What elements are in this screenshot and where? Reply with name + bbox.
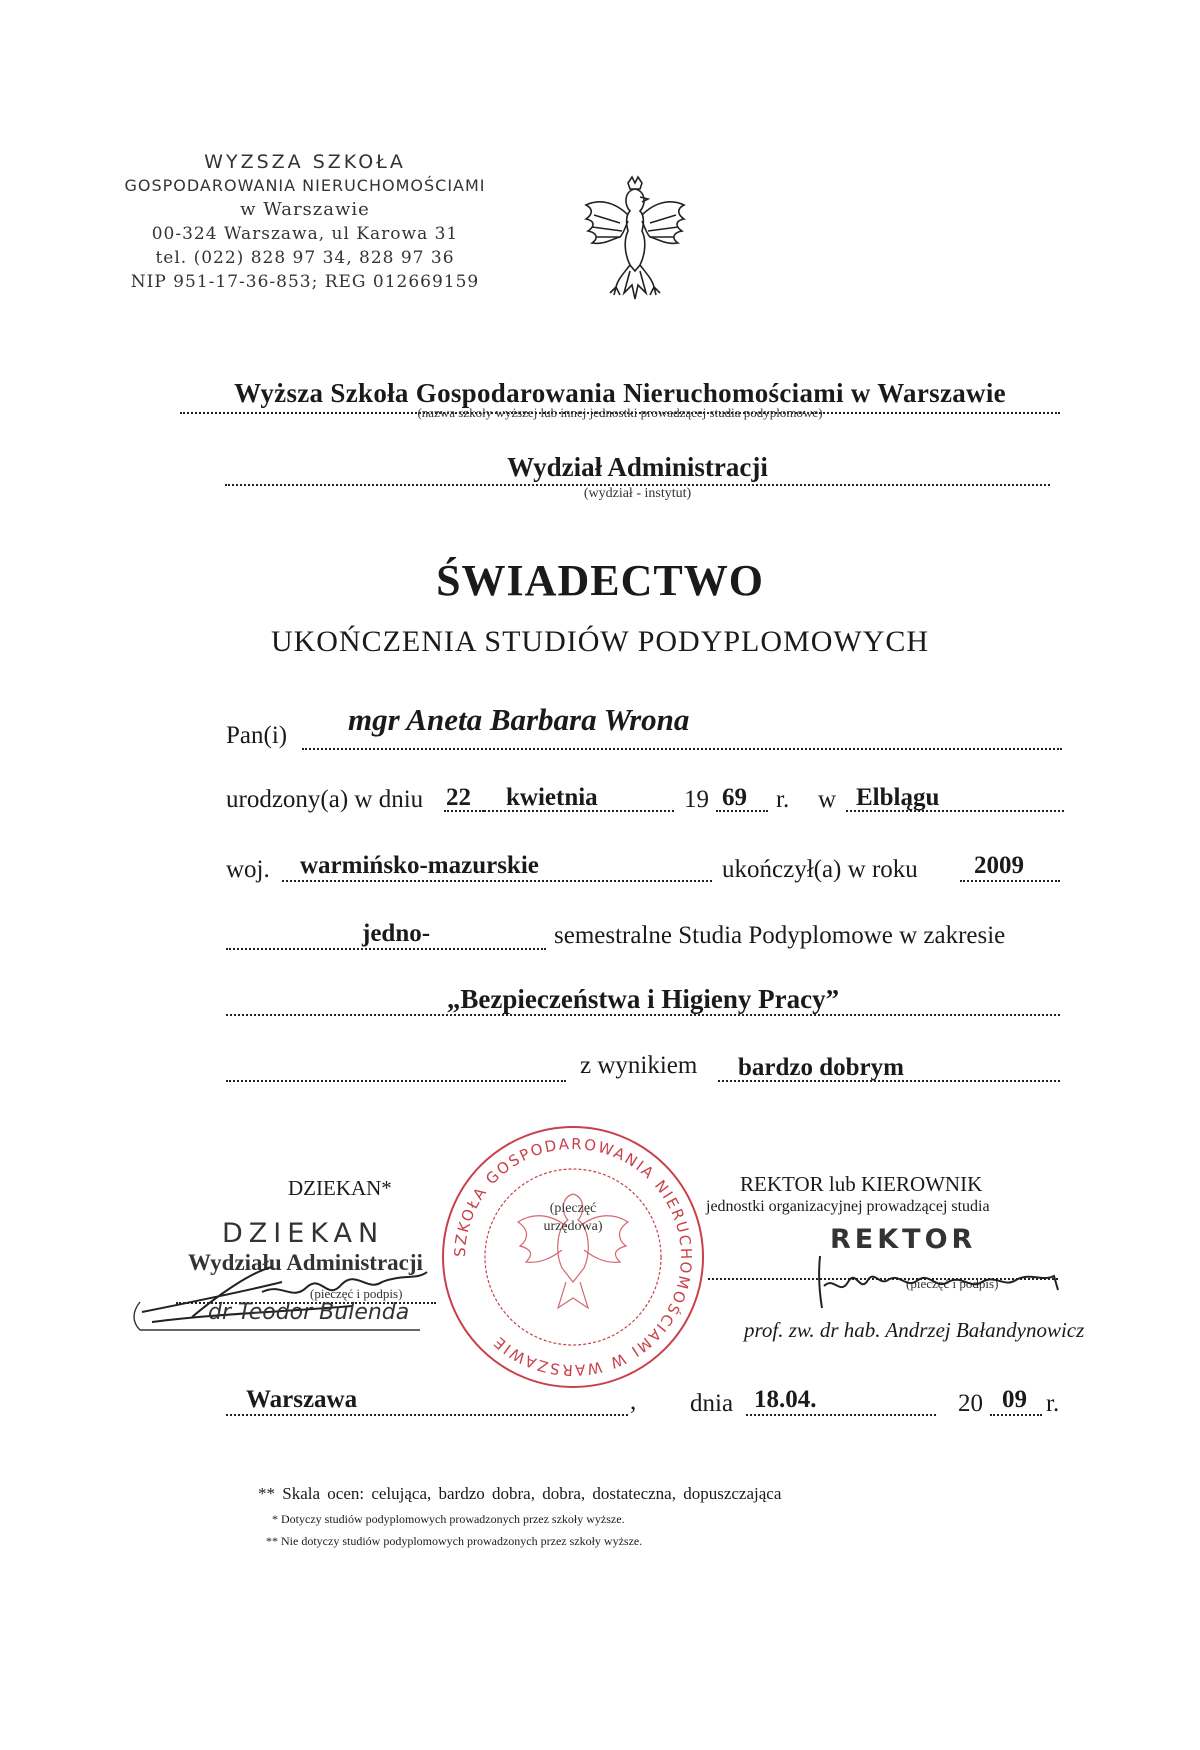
document-title: ŚWIADECTWO: [436, 556, 764, 605]
rector-caption: (pieczęć i podpis): [906, 1276, 999, 1291]
institution-caption: (nazwa szkoły wyższej lub innej jednostki prowadzącej studia podyplomowe): [417, 405, 823, 420]
dean-stamp-faculty: Wydziału Administracji: [188, 1250, 423, 1275]
date-value: 18.04.: [754, 1386, 817, 1413]
rector-stamp-title: REKTOR: [830, 1224, 977, 1255]
holder-label: Pan(i): [226, 722, 288, 749]
date-year-prefix: 20: [958, 1390, 983, 1417]
issuer-stamp-line1: WYZSZA SZKOŁA: [204, 151, 406, 173]
date-year-suffix: 09: [1002, 1386, 1027, 1413]
place-value: Warszawa: [246, 1386, 358, 1413]
birth-label: urodzony(a) w dniu: [226, 786, 424, 813]
issuer-stamp-line4: 00-324 Warszawa, ul Karowa 31: [151, 224, 459, 244]
date-r-label: r.: [1046, 1390, 1060, 1417]
voivodeship-value: warmińsko-mazurskie: [300, 852, 539, 879]
dean-stamp-frame: [130, 1296, 430, 1336]
document-subtitle: UKOŃCZENIA STUDIÓW PODYPLOMOWYCH: [270, 625, 930, 658]
issuer-stamp-line5: tel. (022) 828 97 34, 828 97 36: [155, 248, 455, 268]
date-label: dnia: [690, 1390, 734, 1417]
official-seal: [438, 1122, 708, 1392]
birth-w-label: w: [818, 786, 837, 813]
birth-place: Elblągu: [856, 784, 940, 811]
dean-stamp-title: DZIEKAN: [222, 1218, 385, 1249]
result-label: z wynikiem: [580, 1052, 698, 1079]
dean-heading: DZIEKAN*: [288, 1176, 392, 1200]
faculty-caption: (wydział - instytut): [583, 486, 692, 501]
faculty-name: Wydział Administracji: [507, 452, 768, 482]
result-value: bardzo dobrym: [738, 1054, 904, 1081]
grading-scale-note: ** Skala ocen: celująca, bardzo dobra, dobra, dostateczna, dopuszczająca: [258, 1484, 782, 1503]
birth-day: 22: [446, 784, 471, 811]
rector-subheading: jednostki organizacyjnej prowadzącej studia: [706, 1198, 990, 1215]
birth-year-prefix: 19: [684, 786, 709, 813]
place-comma: ,: [630, 1388, 637, 1415]
duration-value: jedno-: [362, 920, 431, 947]
holder-name: mgr Aneta Barbara Wrona: [348, 702, 690, 737]
issuer-stamp-line6: NIP 951-17-36-853; REG 012669159: [130, 272, 480, 292]
birth-month: kwietnia: [506, 784, 598, 811]
seal-caption: (pieczęć urzędowa): [543, 1201, 603, 1234]
completion-label: ukończył(a) w roku: [722, 856, 918, 883]
issuer-stamp-line2: GOSPODAROWANIA NIERUCHOMOŚCIAMI: [124, 176, 486, 195]
dean-caption: (pieczęć i podpis): [310, 1286, 403, 1301]
footnote-1: * Dotyczy studiów podyplomowych prowadzonych przez szkoły wyższe.: [272, 1512, 625, 1526]
issuer-stamp: [100, 150, 510, 294]
birth-year-suffix: 69: [722, 784, 747, 811]
rector-name: prof. zw. dr hab. Andrzej Bałandynowicz: [744, 1318, 1085, 1342]
result-leading-line: [226, 1050, 566, 1082]
issuer-stamp-line3: w Warszawie: [240, 199, 370, 220]
eagle-emblem-icon: [580, 175, 690, 305]
birth-r-label: r.: [776, 786, 790, 813]
completion-year: 2009: [974, 852, 1024, 879]
footnote-2: ** Nie dotyczy studiów podyplomowych prowadzonych przez szkoły wyższe.: [266, 1534, 643, 1548]
institution-name: Wyższa Szkoła Gospodarowania Nieruchomościami w Warszawie: [234, 378, 1006, 408]
rector-signature: [810, 1246, 1070, 1316]
voivodeship-label: woj.: [226, 856, 270, 883]
svg-text:SZKOŁA GOSPODAROWANIA NIERUCHO: [451, 1135, 695, 1379]
field-of-study: „Bezpieczeństwa i Higieny Pracy”: [446, 984, 840, 1014]
duration-label: semestralne Studia Podyplomowe w zakresie: [554, 922, 1006, 949]
rector-heading: REKTOR lub KIEROWNIK: [740, 1172, 983, 1196]
seal-ring-text: SZKOŁA GOSPODAROWANIA NIERUCHOMOŚCIAMI W WARSZAWIE: [450, 1134, 696, 1380]
dean-stamp-name: dr Teodor Bulenda: [208, 1300, 410, 1325]
